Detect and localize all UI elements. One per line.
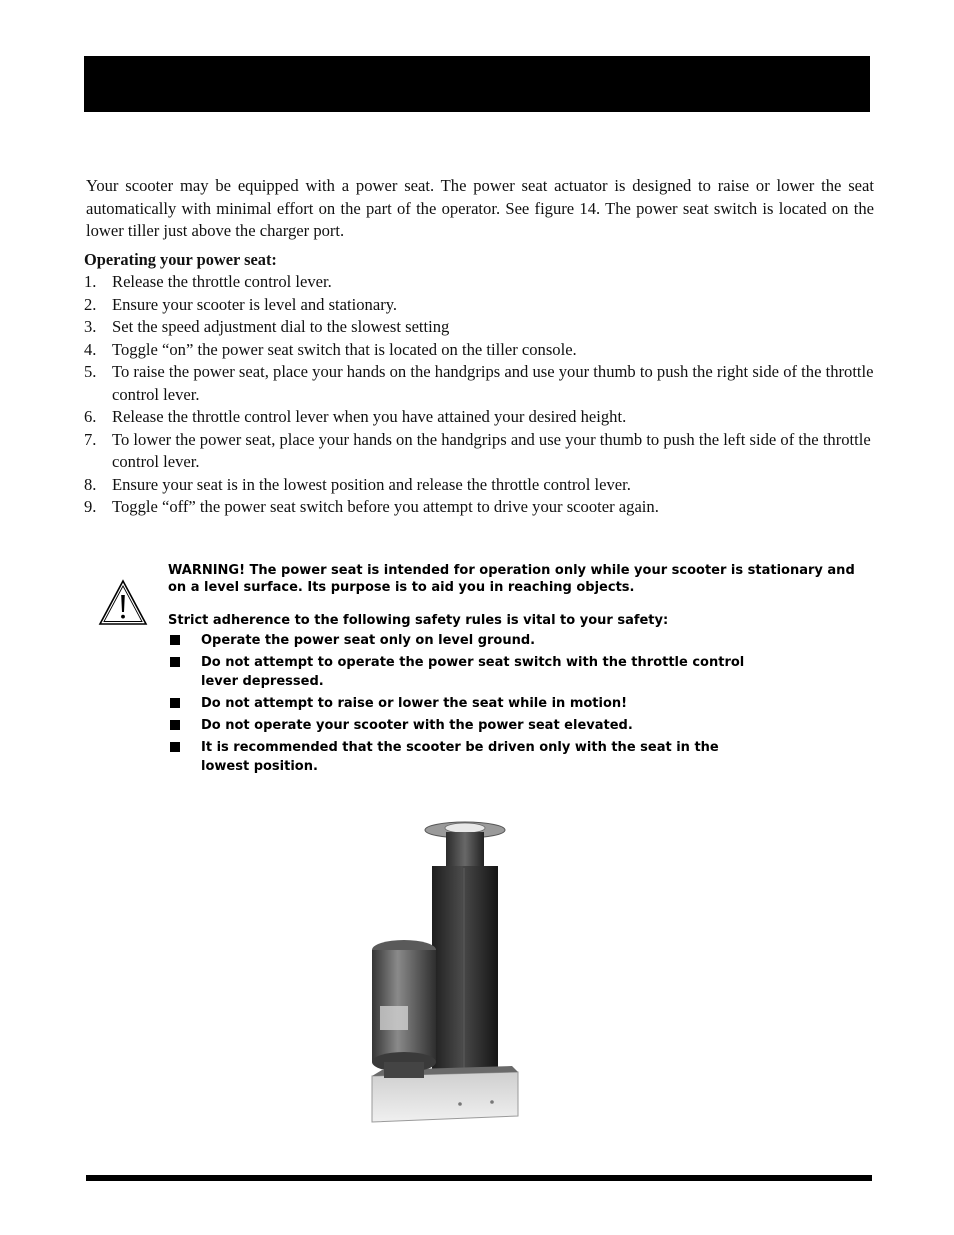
square-bullet-icon [170,657,180,667]
list-item [168,738,771,776]
list-item [168,653,771,691]
list-item [84,339,874,362]
intro-paragraph: Your scooter may be equipped with a power seat. The power seat actuator is designed to raise or lower the seat automatically with minimal effort on the part of the operator. See figure 14. The power seat switch is located on the lower tiller just above the charger port. [86,176,874,240]
rule-text: Do not attempt to operate the power seat switch with the throttle control lever depressed. [201,655,745,689]
list-item [168,716,858,735]
rule-text: Operate the power seat only on level ground. [201,633,536,648]
footer-rule [86,1175,872,1181]
safety-rules-list [168,631,858,776]
step-number: 6. [84,407,97,426]
rule-text: Do not operate your scooter with the power seat elevated. [201,718,633,733]
list-item [168,694,858,713]
list-item [84,474,874,497]
safety-rules-title: Strict adherence to the following safety rules is vital to your safety: [168,613,669,628]
rule-text: It is recommended that the scooter be driven only with the seat in the lowest position. [201,740,719,774]
step-number: 8. [84,474,97,494]
step-text: To raise the power seat, place your hands on the handgrips and use your thumb to push the right side of the throttle control lever. [112,362,874,404]
steps-list [84,271,874,519]
operating-heading: Operating your power seat: [84,250,277,269]
step-number: 9. [84,497,97,516]
square-bullet-icon [170,720,180,730]
header-bar [84,56,870,112]
list-item [84,429,874,474]
step-text: Release the throttle control lever. [112,272,332,291]
warning-text: WARNING! The power seat is intended for operation only while your scooter is stationary and on a level surface. Its purpose is to aid you in reaching objects. [168,563,855,595]
step-text: Release the throttle control lever when you have attained your desired height. [112,407,627,426]
list-item [168,631,858,650]
list-item [84,316,874,339]
list-item [84,271,874,294]
step-number: 5. [84,362,97,381]
list-item [84,361,874,406]
step-number: 4. [84,339,97,359]
step-number: 2. [84,294,97,314]
square-bullet-icon [170,698,180,708]
step-text: Set the speed adjustment dial to the slowest setting [112,317,450,336]
power-seat-actuator-image [362,818,542,1138]
step-text: Toggle “on” the power seat switch that is located on the tiller console. [112,339,577,359]
square-bullet-icon [170,635,180,645]
list-item [84,406,874,429]
square-bullet-icon [170,742,180,752]
warning-block [168,562,858,779]
warning-triangle-icon [98,579,148,627]
list-item [84,496,874,519]
step-number: 3. [84,317,97,336]
step-number: 7. [84,429,97,449]
step-text: To lower the power seat, place your hands on the handgrips and use your thumb to push the left side of the throttle control lever. [112,429,871,471]
step-text: Toggle “off” the power seat switch before you attempt to drive your scooter again. [112,497,659,516]
rule-text: Do not attempt to raise or lower the seat while in motion! [201,696,628,711]
list-item [84,294,874,317]
step-text: Ensure your seat is in the lowest position and release the throttle control lever. [112,474,631,494]
step-text: Ensure your scooter is level and stationary. [112,294,398,314]
step-number: 1. [84,272,97,291]
